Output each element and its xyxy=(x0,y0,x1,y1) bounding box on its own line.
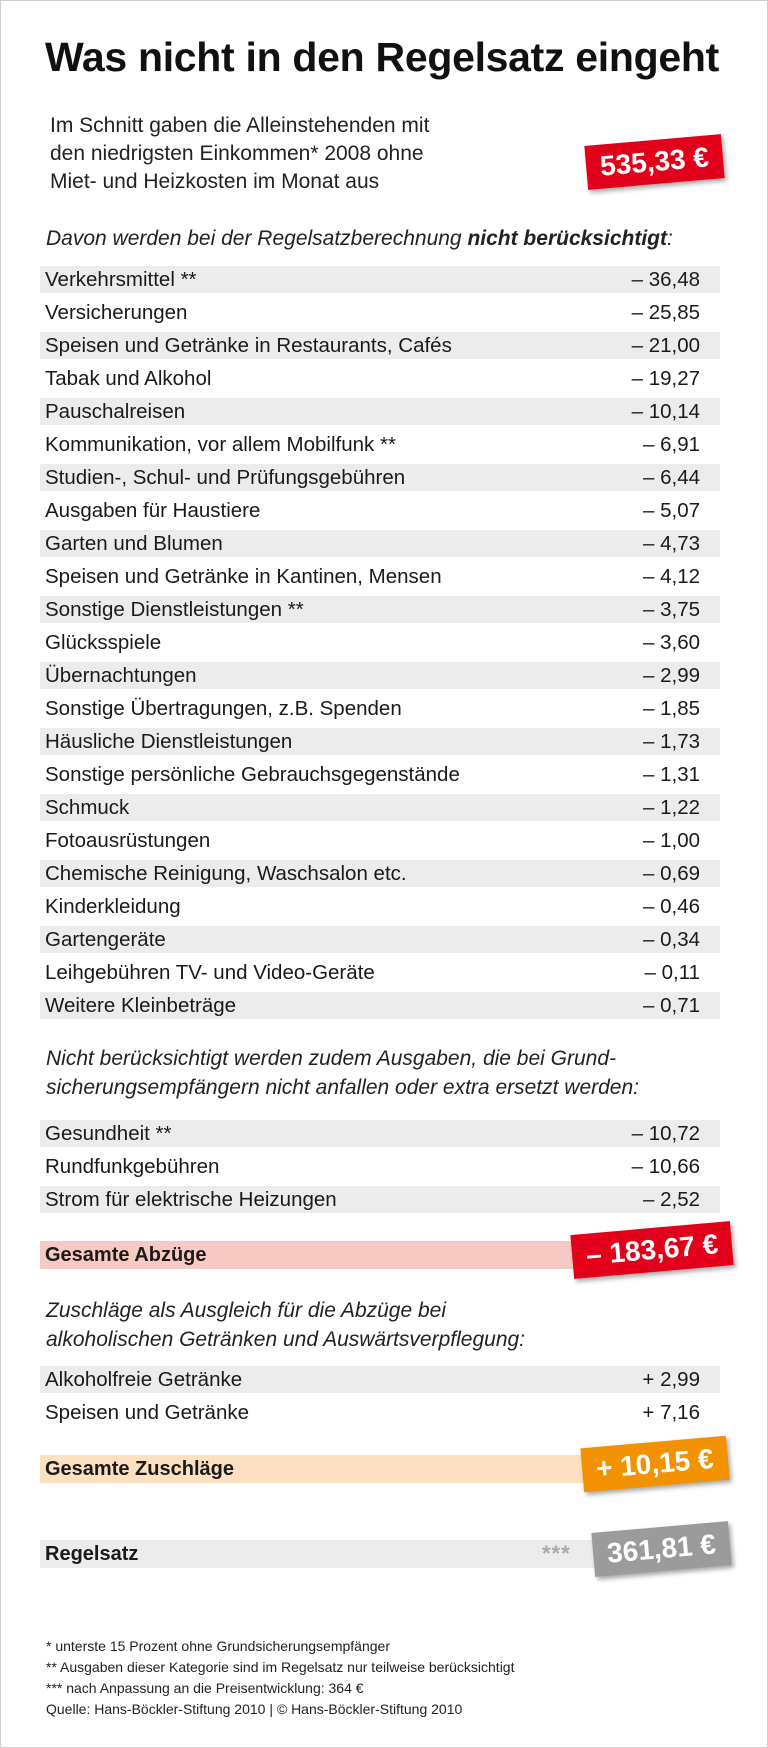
row-value: – 0,34 xyxy=(643,928,700,951)
table-row xyxy=(40,926,720,953)
table-row xyxy=(40,299,720,326)
row-value: – 0,46 xyxy=(643,895,700,918)
row-value: – 6,91 xyxy=(643,433,700,456)
total-surcharges-badge: + 10,15 € xyxy=(580,1436,729,1493)
table-row xyxy=(40,860,720,887)
spending-amount-badge: 535,33 € xyxy=(584,134,724,190)
total-deductions-label: Gesamte Abzüge xyxy=(45,1244,207,1266)
total-surcharges-label: Gesamte Zuschläge xyxy=(45,1458,234,1480)
table-row xyxy=(40,365,720,392)
row-label: Ausgaben für Haustiere xyxy=(45,499,261,522)
table-row xyxy=(40,1153,720,1180)
intro-line: Im Schnitt gaben die Alleinstehenden mit xyxy=(50,114,430,137)
row-label: Weitere Kleinbeträge xyxy=(45,994,237,1017)
section-heading-text: Davon werden bei der Regelsatzberechnung xyxy=(46,227,468,250)
row-value: – 21,00 xyxy=(631,334,700,357)
footnote-line: * unterste 15 Prozent ohne Grundsicherungsempfänger xyxy=(46,1638,390,1654)
row-label: Strom für elektrische Heizungen xyxy=(45,1188,337,1211)
row-value: – 1,73 xyxy=(643,730,700,753)
row-value: – 10,14 xyxy=(631,400,700,423)
row-label: Tabak und Alkohol xyxy=(45,367,212,390)
row-label: Sonstige persönliche Gebrauchsgegenstände xyxy=(45,763,460,786)
intro-text xyxy=(50,112,520,196)
row-label: Sonstige Dienstleistungen ** xyxy=(45,598,304,621)
row-value: + 7,16 xyxy=(642,1401,700,1424)
table-row xyxy=(40,464,720,491)
footnote-source: Quelle: Hans-Böckler-Stiftung 2010 | © Hans-Böckler-Stiftung 2010 xyxy=(46,1701,463,1717)
row-value: – 1,31 xyxy=(643,763,700,786)
row-label: Speisen und Getränke xyxy=(45,1401,249,1424)
table-row xyxy=(40,629,720,656)
row-value: – 10,66 xyxy=(631,1155,700,1178)
table-row xyxy=(40,992,720,1019)
row-value: + 2,99 xyxy=(642,1368,700,1391)
page-title: Was nicht in den Regelsatz eingeht xyxy=(45,34,719,80)
section-heading-emphasis: nicht berücksichtigt xyxy=(467,227,667,250)
row-label: Verkehrsmittel ** xyxy=(45,268,197,291)
row-label: Gesundheit ** xyxy=(45,1122,172,1145)
table-row xyxy=(40,1399,720,1426)
footnote-line: ** Ausgaben dieser Kategorie sind im Regelsatz nur teilweise berücksichtigt xyxy=(46,1659,515,1675)
row-label: Rundfunkgebühren xyxy=(45,1155,220,1178)
row-value: – 1,00 xyxy=(643,829,700,852)
row-label: Pauschalreisen xyxy=(45,400,186,423)
section-heading-line: alkoholischen Getränken und Auswärtsverpflegung: xyxy=(46,1328,526,1351)
table-row xyxy=(40,662,720,689)
total-deductions-row xyxy=(40,1241,605,1269)
row-value: – 1,22 xyxy=(643,796,700,819)
row-label: Sonstige Übertragungen, z.B. Spenden xyxy=(45,697,402,720)
intro-line: Miet- und Heizkosten im Monat aus xyxy=(50,170,380,193)
deductions-table xyxy=(40,266,720,1025)
row-value: – 4,73 xyxy=(643,532,700,555)
row-label: Leihgebühren TV- und Video-Geräte xyxy=(45,961,375,984)
footnote-line: *** nach Anpassung an die Preisentwicklung: 364 € xyxy=(46,1680,364,1696)
table-row xyxy=(40,431,720,458)
table-row xyxy=(40,596,720,623)
row-value: – 2,99 xyxy=(643,664,700,687)
section-heading-extra xyxy=(46,1044,736,1102)
row-value: – 2,52 xyxy=(643,1188,700,1211)
table-row xyxy=(40,827,720,854)
row-label: Glücksspiele xyxy=(45,631,162,654)
row-value: – 3,75 xyxy=(643,598,700,621)
row-value: – 25,85 xyxy=(631,301,700,324)
row-label: Speisen und Getränke in Kantinen, Mensen xyxy=(45,565,442,588)
row-value: – 10,72 xyxy=(631,1122,700,1145)
regelsatz-label: Regelsatz xyxy=(45,1543,139,1565)
section-heading-surcharges xyxy=(46,1296,736,1354)
table-row xyxy=(40,893,720,920)
row-label: Speisen und Getränke in Restaurants, Cafés xyxy=(45,334,452,357)
intro-line: den niedrigsten Einkommen* 2008 ohne xyxy=(50,142,424,165)
row-label: Übernachtungen xyxy=(45,664,197,687)
row-label: Alkoholfreie Getränke xyxy=(45,1368,243,1391)
table-row xyxy=(40,728,720,755)
row-value: – 4,12 xyxy=(643,565,700,588)
regelsatz-row xyxy=(40,1540,605,1568)
row-label: Garten und Blumen xyxy=(45,532,223,555)
row-value: – 1,85 xyxy=(643,697,700,720)
section-heading-line: sicherungsempfängern nicht anfallen oder extra ersetzt werden: xyxy=(46,1076,640,1099)
section-heading-colon: : xyxy=(666,227,673,250)
regelsatz-badge: 361,81 € xyxy=(591,1521,731,1577)
row-label: Versicherungen xyxy=(45,301,188,324)
row-value: – 5,07 xyxy=(643,499,700,522)
surcharges-table xyxy=(40,1366,720,1432)
table-row xyxy=(40,398,720,425)
extra-deductions-table xyxy=(40,1120,720,1219)
table-row xyxy=(40,1366,720,1393)
table-row xyxy=(40,1120,720,1147)
table-row xyxy=(40,794,720,821)
table-row xyxy=(40,530,720,557)
row-value: – 19,27 xyxy=(631,367,700,390)
table-row xyxy=(40,959,720,986)
row-value: – 3,60 xyxy=(643,631,700,654)
row-label: Fotoausrüstungen xyxy=(45,829,211,852)
table-row xyxy=(40,266,720,293)
footnotes xyxy=(46,1636,726,1720)
regelsatz-footnote-stars: *** xyxy=(542,1541,571,1566)
table-row xyxy=(40,695,720,722)
row-label: Schmuck xyxy=(45,796,130,819)
row-label: Häusliche Dienstleistungen xyxy=(45,730,293,753)
section-heading-line: Nicht berücksichtigt werden zudem Ausgaben, die bei Grund- xyxy=(46,1047,617,1070)
row-value: – 0,11 xyxy=(644,961,700,984)
total-surcharges-row xyxy=(40,1455,605,1483)
row-value: – 6,44 xyxy=(643,466,700,489)
row-label: Kinderkleidung xyxy=(45,895,181,918)
row-label: Studien-, Schul- und Prüfungsgebühren xyxy=(45,466,406,489)
table-row xyxy=(40,563,720,590)
section-heading-line: Zuschläge als Ausgleich für die Abzüge bei xyxy=(46,1299,447,1322)
row-value: – 0,71 xyxy=(643,994,700,1017)
row-label: Chemische Reinigung, Waschsalon etc. xyxy=(45,862,407,885)
row-label: Kommunikation, vor allem Mobilfunk ** xyxy=(45,433,396,456)
table-row xyxy=(40,497,720,524)
table-row xyxy=(40,761,720,788)
section-heading-not-considered xyxy=(46,224,736,253)
row-value: – 0,69 xyxy=(643,862,700,885)
row-value: – 36,48 xyxy=(631,268,700,291)
total-deductions-badge: – 183,67 € xyxy=(570,1221,734,1279)
table-row xyxy=(40,332,720,359)
row-label: Gartengeräte xyxy=(45,928,166,951)
table-row xyxy=(40,1186,720,1213)
